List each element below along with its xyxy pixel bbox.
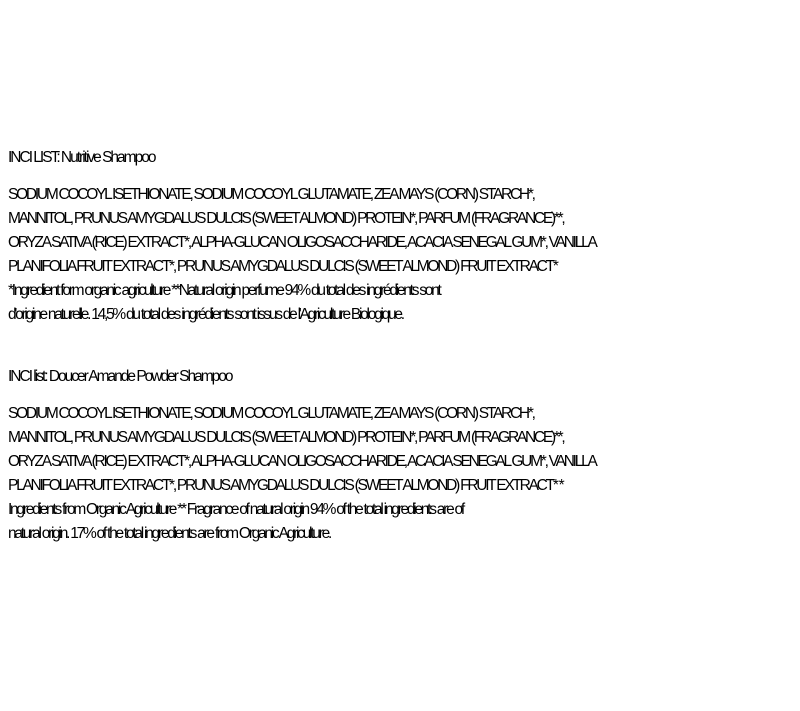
ingredients-note-line: Ingredients from Organic Agriculture ** Fragrance of natural origin 94% of the total ingredients are of [8,501,463,518]
inci-section-doucer-amande-powder-shampoo [8,365,798,546]
ingredients-block [8,402,798,546]
ingredients-line: MANNITOL, PRUNUS AMYGDALUS DULCIS (SWEET ALMOND) PROTEIN*, PARFUM (FRAGRANCE)**, [8,210,564,227]
section-title: INCI LIST: Nutritive Shampoo [8,149,155,166]
ingredients-line: SODIUM COCOYL ISETHIONATE, SODIUM COCOYL GLUTAMATE, ZEA MAYS (CORN) STARCH*, [8,186,534,203]
ingredients-line: PLANIFOLIA FRUIT EXTRACT*, PRUNUS AMYGDALUS DULCIS (SWEET ALMOND) FRUIT EXTRACT* * [8,477,563,494]
inci-section-nutritive-shampoo [8,146,798,327]
ingredients-line: ORYZA SATIVA (RICE) EXTRACT*, ALPHA-GLUCAN OLIGOSACCHARIDE, ACACIA SENEGAL GUM*, VANILLA [8,234,596,251]
section-title: INCI list: Doucer Amande Powder Shampoo [8,368,232,385]
ingredients-note-line: *Ingredient form organic agriculture **Natural origin perfume 94% du total des ingrédients sont [8,282,440,299]
document-page [8,146,798,546]
ingredients-block [8,183,798,327]
ingredients-line: PLANIFOLIA FRUIT EXTRACT*, PRUNUS AMYGDALUS DULCIS (SWEET ALMOND) FRUIT EXTRACT* [8,258,557,275]
ingredients-note-line: natural origin. 17% of the total ingredients are from Organic Agriculture. [8,525,331,542]
ingredients-line: SODIUM COCOYL ISETHIONATE, SODIUM COCOYL GLUTAMATE, ZEA MAYS (CORN) STARCH*, [8,405,534,422]
ingredients-line: ORYZA SATIVA (RICE) EXTRACT*, ALPHA-GLUCAN OLIGOSACCHARIDE, ACACIA SENEGAL GUM*, VANILLA [8,453,596,470]
ingredients-line: MANNITOL, PRUNUS AMYGDALUS DULCIS (SWEET ALMOND) PROTEIN*, PARFUM (FRAGRANCE)**, [8,429,564,446]
ingredients-note-line: d'origine naturelle. 14,5% du total des ingrédients sont issus de l'Agriculture Biologique. [8,306,403,323]
